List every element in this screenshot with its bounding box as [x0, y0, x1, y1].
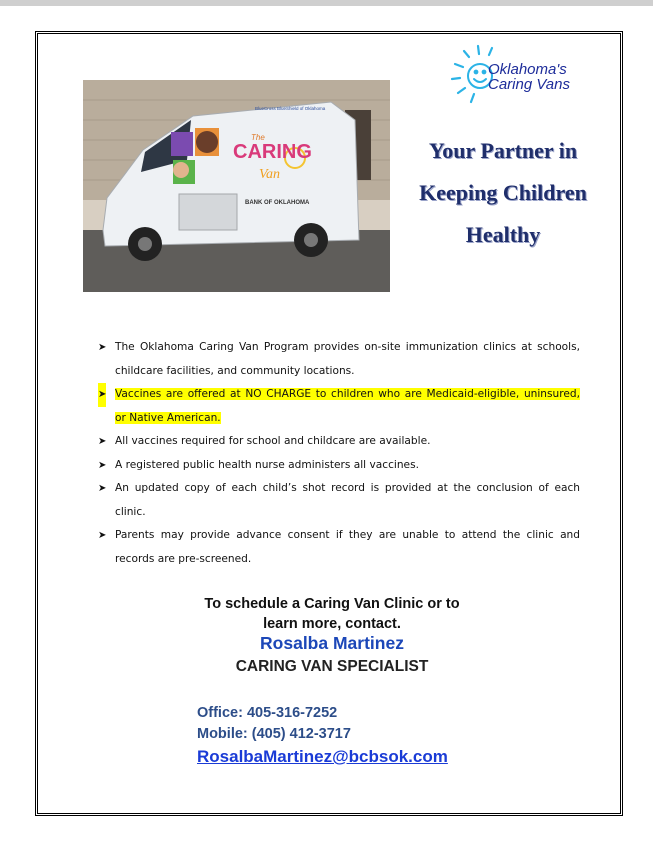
- tagline: [398, 130, 608, 256]
- tagline-line-1: Your Partner in: [428, 138, 578, 163]
- bullet-item: [98, 336, 580, 383]
- logo-text: [488, 62, 570, 92]
- schedule-call-to-action: [170, 594, 494, 634]
- van-brand-the: The: [251, 133, 265, 142]
- bullet-text: Parents may provide advance consent if they are unable to attend the clinic and records are pre-screened.: [115, 529, 580, 565]
- van-sponsor-top: BlueCross BlueShield of Oklahoma: [255, 106, 326, 111]
- van-brand-caring: CARING: [233, 141, 312, 163]
- logo-line-1: Oklahoma's: [488, 61, 567, 78]
- bullet-item: [98, 430, 580, 454]
- program-bullets: [98, 336, 580, 571]
- contact-name: Rosalba Martinez: [260, 633, 404, 653]
- bullet-text: The Oklahoma Caring Van Program provides on-site immunization clinics at schools, childcare facilities, and community locations.: [115, 341, 580, 377]
- arrow-bullet-icon: ➤: [98, 342, 107, 353]
- bullet-item: [98, 383, 580, 430]
- bullet-item: [98, 524, 580, 571]
- arrow-bullet-icon: ➤: [98, 530, 107, 541]
- caring-van-photo: [83, 80, 390, 292]
- arrow-bullet-icon: ➤: [98, 383, 106, 407]
- bullet-text: A registered public health nurse administers all vaccines.: [115, 458, 419, 471]
- tagline-line-3: Healthy: [465, 222, 541, 247]
- arrow-bullet-icon: ➤: [98, 459, 107, 471]
- cta-line-2: learn more, contact.: [263, 616, 401, 632]
- bullet-item: [98, 477, 580, 524]
- bullet-text: All vaccines required for school and childcare are available.: [115, 435, 431, 447]
- top-border: [0, 0, 653, 6]
- arrow-bullet-icon: ➤: [98, 483, 107, 494]
- office-phone: Office: 405-316-7252: [197, 705, 338, 721]
- bullet-text: An updated copy of each child’s shot record is provided at the conclusion of each clinic.: [115, 482, 580, 518]
- contact-title: CARING VAN SPECIALIST: [235, 658, 429, 675]
- email-link[interactable]: RosalbaMartinez@bcbsok.com: [197, 747, 448, 766]
- van-sponsor-side: BANK OF OKLAHOMA: [245, 200, 310, 206]
- arrow-bullet-icon: ➤: [98, 436, 107, 447]
- mobile-phone: Mobile: (405) 412-3717: [197, 726, 351, 742]
- logo-line-2: Caring Vans: [488, 76, 570, 93]
- bullet-item: [98, 454, 580, 478]
- cta-line-1: To schedule a Caring Van Clinic or to: [204, 596, 460, 612]
- tagline-line-2: Keeping Children: [419, 180, 587, 205]
- bullet-text-highlighted: Vaccines are offered at NO CHARGE to children who are Medicaid-eligible, uninsured, or Native American.: [115, 388, 580, 424]
- contact-details: [197, 703, 448, 769]
- van-brand-van: Van: [259, 167, 280, 182]
